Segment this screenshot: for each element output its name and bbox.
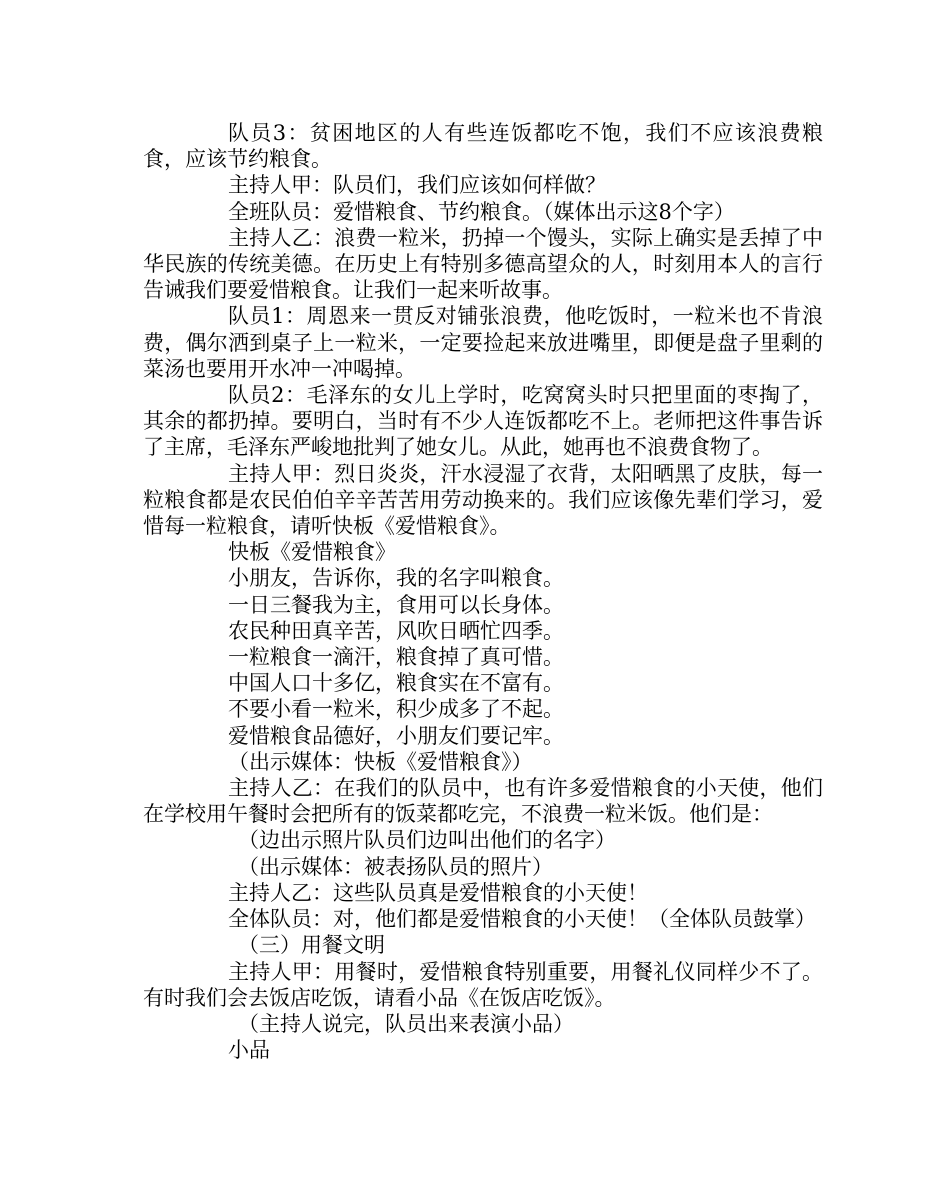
- kuaiban-line: 中国人口十多亿，粮食实在不富有。: [228, 671, 564, 696]
- paragraph-host-b-praise: 主持人乙：这些队员真是爱惜粮食的小天使！: [228, 880, 648, 905]
- paragraph-all-members: 全班队员：爱惜粮食、节约粮食。（媒体出示这8个字）: [228, 199, 735, 224]
- kuaiban-line: 一粒粮食一滴汗，粮食掉了真可惜。: [228, 645, 564, 670]
- paragraph-host-b-intro: 主持人乙：浪费一粒米，扔掉一个馒头，实际上确实是丢掉了中华民族的传统美德。在历史上有特别多德高望众的人，时刻用本人的言行告诫我们要爱惜粮食。让我们一起来听故事。: [143, 225, 823, 303]
- paragraph-player2-story: 队员2：毛泽东的女儿上学时，吃窝窝头时只把里面的枣掏了，其余的都扔掉。要明白，当时有不少人连饭都吃不上。老师把这件事告诉了主席，毛泽东严峻地批判了她女儿。从此，她再也不浪费食物了。: [143, 383, 823, 460]
- paragraph-host-b-angels: 主持人乙：在我们的队员中，也有许多爱惜粮食的小天使，他们在学校用午餐时会把所有的饭菜都吃完，不浪费一粒米饭。他们是：: [143, 776, 823, 827]
- paragraph-player1-story: 队员1：周恩来一贯反对铺张浪费，他吃饭时，一粒米也不肯浪费，偶尔洒到桌子上一粒米，一定要捡起来放进嘴里，即便是盘子里剩的菜汤也要用开水冲一冲喝掉。: [143, 304, 823, 381]
- media-note: （出示媒体：快板《爱惜粮食》）: [228, 749, 533, 774]
- section-heading: （三）用餐文明: [238, 933, 385, 958]
- document-body: [143, 120, 823, 1063]
- paragraph-player3: 队员3：贫困地区的人有些连饭都吃不饱，我们不应该浪费粮食，应该节约粮食。: [143, 121, 823, 172]
- stage-direction: （边出示照片队员们边叫出他们的名字）: [238, 828, 616, 853]
- media-note: （出示媒体：被表扬队员的照片）: [238, 854, 553, 879]
- skit-label: 小品: [228, 1038, 270, 1063]
- paragraph-host-a-etiquette: 主持人甲：用餐时，爱惜粮食特别重要，用餐礼仪同样少不了。有时我们会去饭店吃饭，请看小品《在饭店吃饭》。: [143, 959, 823, 1010]
- stage-direction: （主持人说完，队员出来表演小品）: [238, 1011, 574, 1036]
- paragraph-host-a-question: 主持人甲：队员们，我们应该如何样做？: [228, 173, 606, 198]
- kuaiban-title: 快板《爱惜粮食》: [228, 540, 396, 565]
- kuaiban-line: 爱惜粮食品德好，小朋友们要记牢。: [228, 723, 564, 748]
- kuaiban-line: 小朋友，告诉你，我的名字叫粮食。: [228, 566, 564, 591]
- kuaiban-line: 农民种田真辛苦，风吹日晒忙四季。: [228, 618, 564, 643]
- paragraph-all-members-applause: 全体队员：对，他们都是爱惜粮食的小天使！（全体队员鼓掌）: [228, 907, 816, 932]
- kuaiban-line: 不要小看一粒米，积少成多了不起。: [228, 697, 564, 722]
- kuaiban-line: 一日三餐我为主，食用可以长身体。: [228, 592, 564, 617]
- paragraph-host-a-kuaiban: 主持人甲：烈日炎炎，汗水浸湿了衣背，太阳晒黑了皮肤，每一粒粮食都是农民伯伯辛辛苦苦用劳动换来的。我们应该像先辈们学习，爱惜每一粒粮食，请听快板《爱惜粮食》。: [143, 461, 823, 539]
